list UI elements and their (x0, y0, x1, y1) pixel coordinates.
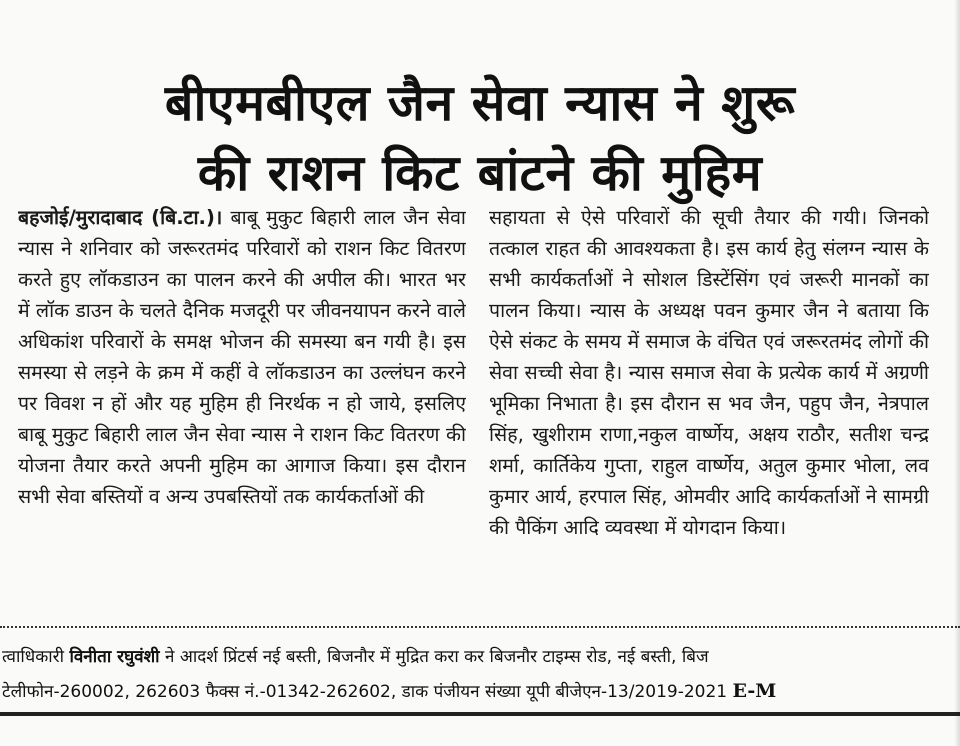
imprint-line-2 (0, 674, 960, 709)
imprint-line-1-rest: ने आदर्श प्रिंटर्स नई बस्ती, बिजनौर में मुद्रित करा कर बिजनौर टाइम्स रोड, नई बस्ती, बिज (164, 647, 709, 667)
headline (0, 68, 960, 208)
bottom-rule (0, 712, 960, 716)
article-body-right: सहायता से ऐसे परिवारों की सूची तैयार की गयी। जिनको तत्काल राहत की आवश्यकता है। इस कार्य हेतु संलग्न न्यास के सभी कार्यकर्ताओं ने सोशल डिस्टेंसिंग एवं जरूरी मानकों का पालन किया। न्यास के अध्यक्ष पवन कुमार जैन ने बताया कि ऐसे संकट के समय में समाज के वंचित एवं जरूरतमंद लोगों की सेवा सच्ची सेवा है। न्यास समाज सेवा के प्रत्येक कार्य में अग्रणी भूमिका निभाता है। इस दौरान स भव जैन, पहुप जैन, नेत्रपाल सिंह, खुशीराम राणा,नकुल वार्ष्णेय, अक्षय राठौर, सतीश चन्द्र शर्मा, कार्तिकेय गुप्ता, राहुल वार्ष्णेय, अतुल कुमार भोला, लव कुमार आर्य, हरपाल सिंह, ओमवीर आदि कार्यकर्ताओं ने सामग्री की पैकिंग आदि व्यवस्था में योगदान किया। (489, 206, 929, 539)
article-body-left: बाबू मुकुट बिहारी लाल जैन सेवा न्यास ने शनिवार को जरूरतमंद परिवारों को राशन किट वितरण करते हुए लॉकडाउन का पालन करने की अपील की। भारत भर में लॉक डाउन के चलते दैनिक मजदूरी पर जीवनयापन करने वाले अधिकांश परिवारों के समक्ष भोजन की समस्या बन गयी है। इस समस्या से लड़ने के क्रम में कहीं वे लॉकडाउन का उल्लंघन करने पर विवश न हों और यह मुहिम ही निरर्थक न हो जाये, इसलिए बाबू मुकुट बिहारी लाल जैन सेवा न्यास ने राशन किट वितरण की योजना तैयार करते अपनी मुहिम का आगाज किया। इस दौरान सभी सेवा बस्तियों व अन्य उपबस्तियों तक कार्यकर्ताओं की (18, 206, 466, 508)
edition-brand: E-M (732, 680, 777, 702)
dotted-divider (0, 626, 960, 628)
page-edge-shadow (954, 0, 960, 746)
contact-details: टेलीफोन-260002, 262603 फैक्स नं.-01342-262602, डाक पंजीयन संख्या यूपी बीजेएन-13/2019-2021 (2, 682, 728, 702)
dateline: बहजोई/मुरादाबाद (बि.टा.)। (18, 206, 223, 229)
imprint-prefix: त्वाधिकारी (2, 647, 65, 667)
imprint-line-1 (0, 640, 960, 674)
headline-line-1: बीएमबीएल जैन सेवा न्यास ने शुरू (164, 73, 796, 132)
imprint-footer (0, 640, 960, 709)
owner-name: विनीता रघुवंशी (69, 647, 160, 667)
article-column-left (18, 202, 466, 622)
article-column-right (489, 202, 929, 622)
headline-line-2: की राशन किट बांटने की मुहिम (197, 143, 763, 202)
